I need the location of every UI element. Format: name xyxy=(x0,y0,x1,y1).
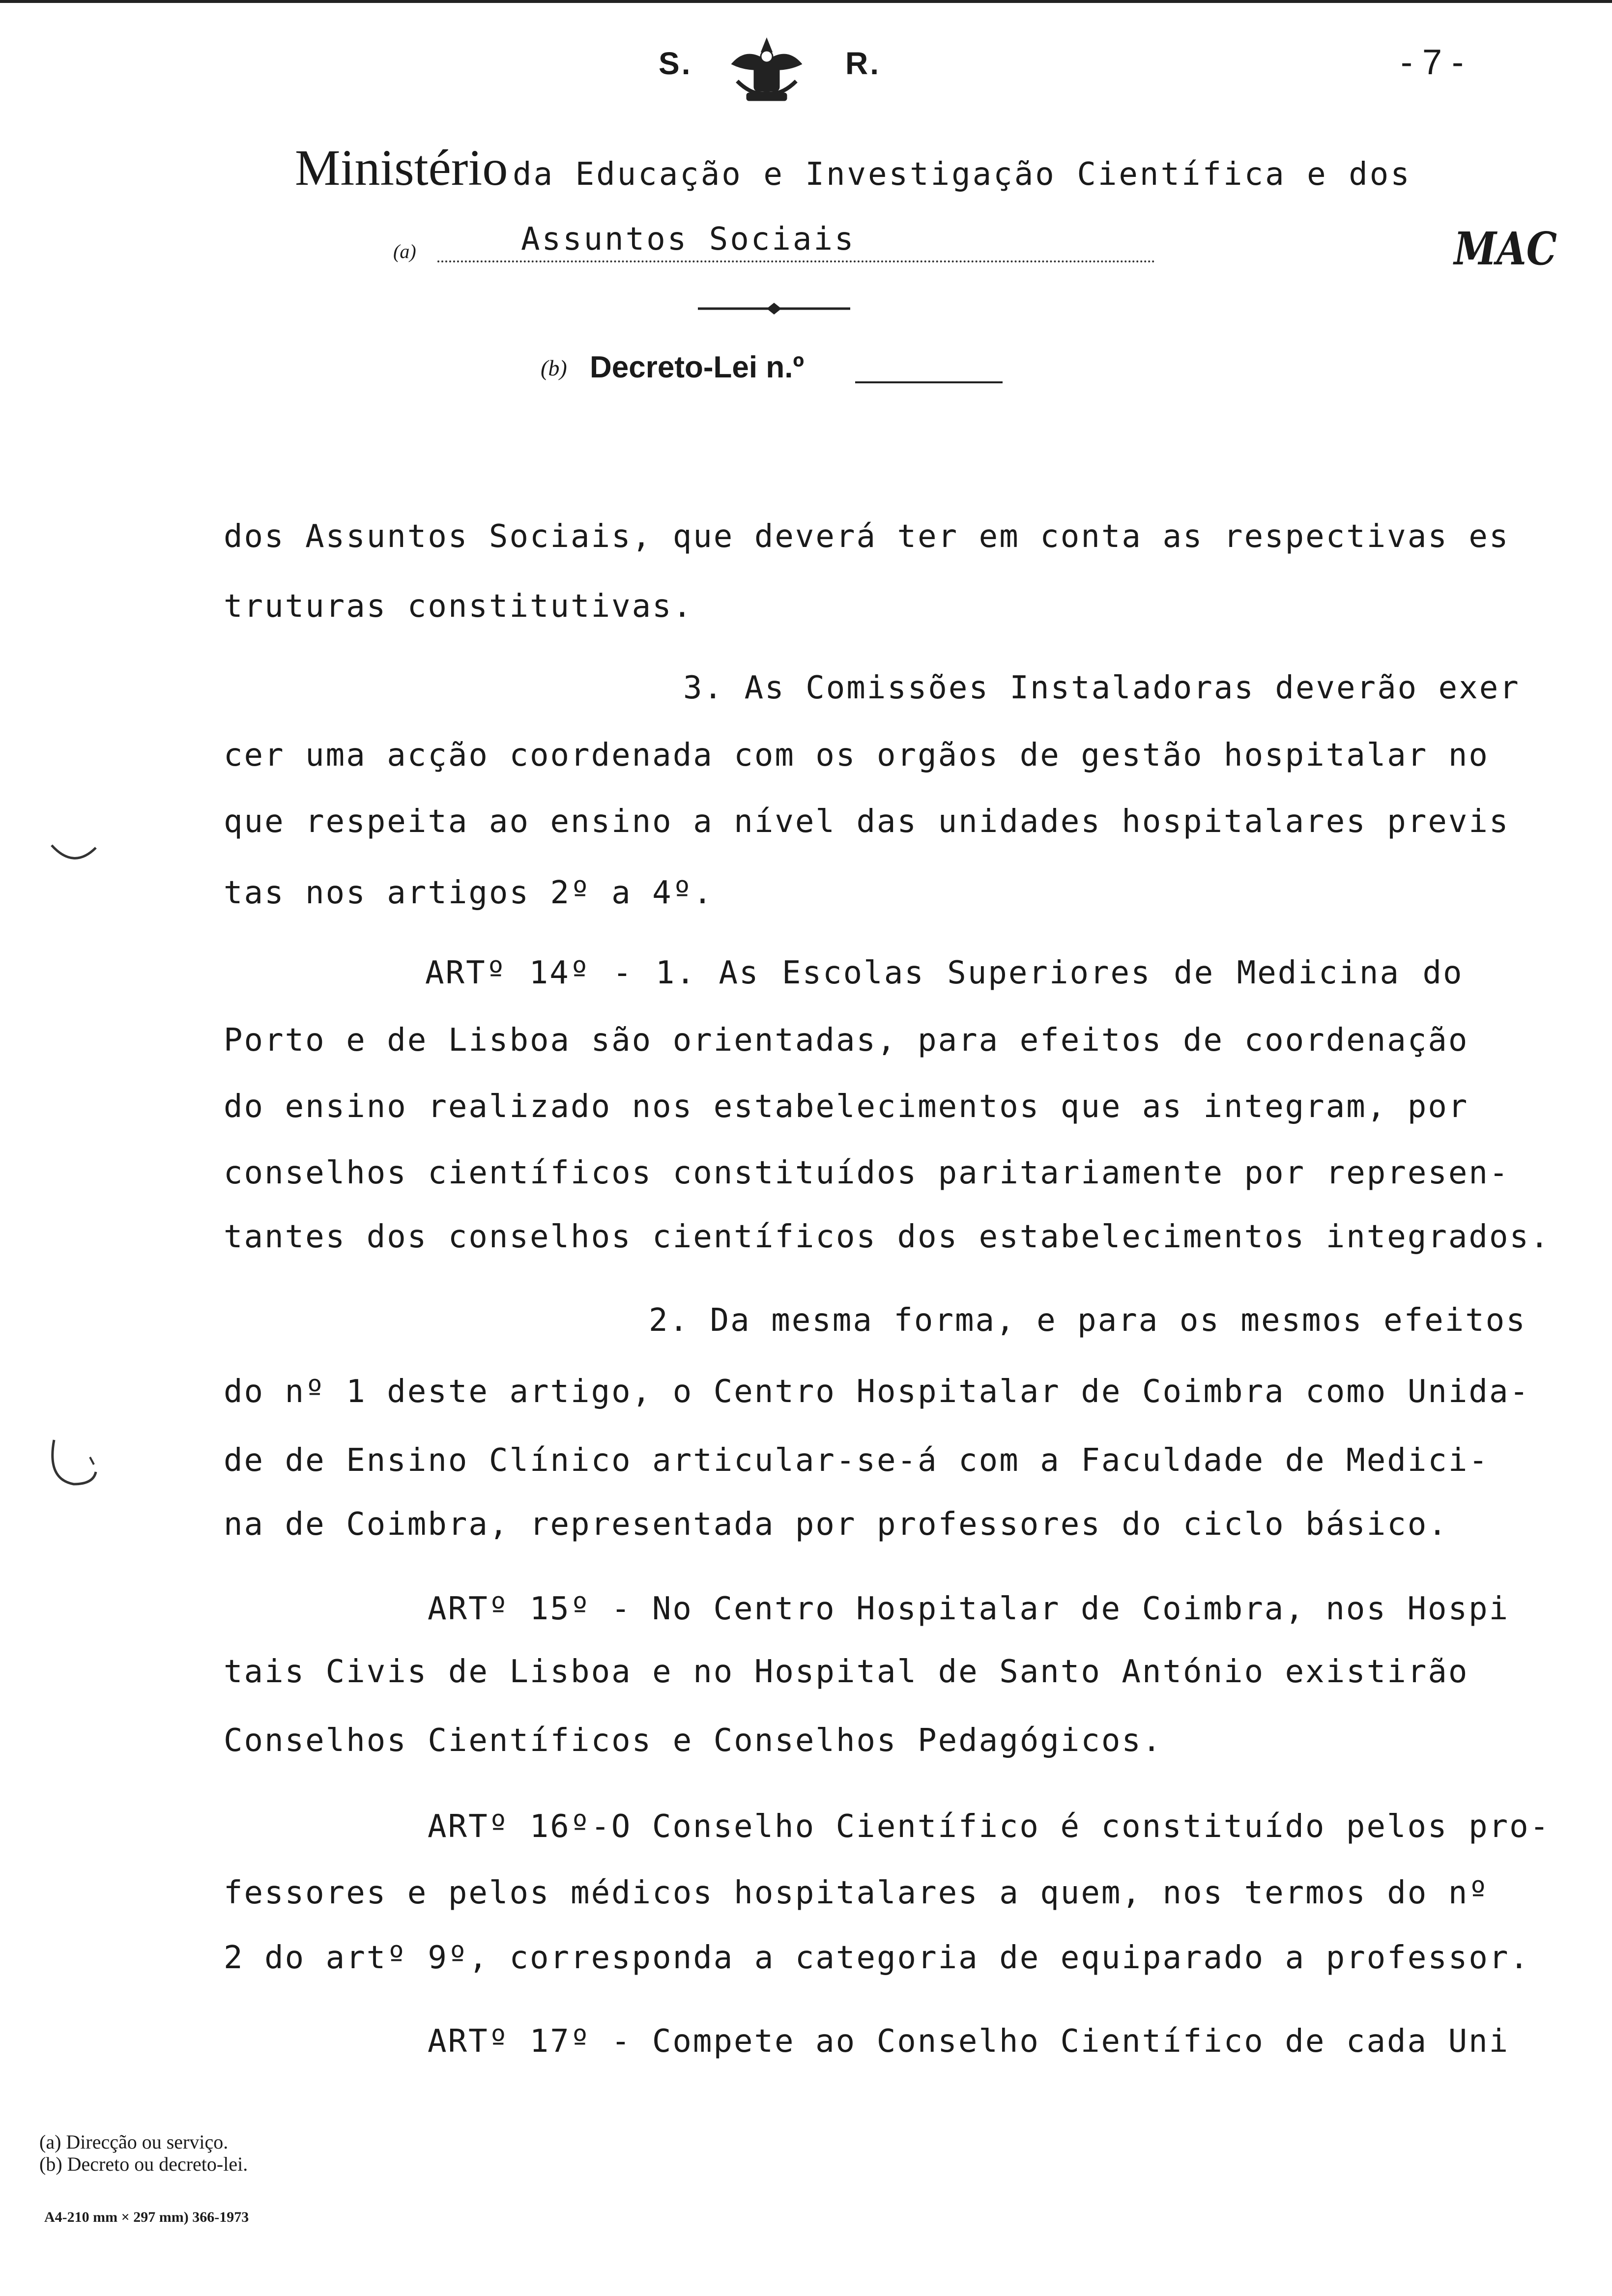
ministry-title xyxy=(295,139,1411,197)
page-number: - 7 - xyxy=(1401,43,1464,82)
decree-number-blank xyxy=(855,381,1003,383)
body-line: Conselhos Científicos e Conselhos Pedagógicos. xyxy=(224,1722,1163,1759)
ministry-rest: da Educação e Investigação Científica e dos xyxy=(512,156,1411,193)
margin-punch-mark xyxy=(47,835,101,870)
body-line: Porto e de Lisboa são orientadas, para efeitos de coordenação xyxy=(224,1022,1469,1059)
body-line: ARTº 16º-O Conselho Científico é constituído pelos pro- xyxy=(428,1808,1551,1845)
body-line: ARTº 17º - Compete ao Conselho Científico de cada Uni xyxy=(428,2023,1510,2060)
label-a: (a) xyxy=(393,240,416,262)
header-letter-s: S. xyxy=(659,46,692,81)
footnote-b: (b) Decreto ou decreto-lei. xyxy=(39,2153,248,2175)
body-line: de de Ensino Clínico articular-se-á com a Faculdade de Medici- xyxy=(224,1442,1489,1479)
coat-of-arms-icon xyxy=(722,34,811,108)
header-letter-r: R. xyxy=(845,46,881,81)
body-line: do nº 1 deste artigo, o Centro Hospitalar de Coimbra como Unida- xyxy=(224,1374,1530,1410)
body-line: tantes dos conselhos científicos dos estabelecimentos integrados. xyxy=(224,1219,1551,1255)
ministry-line-2-text: Assuntos Sociais xyxy=(521,221,856,258)
handwritten-initials: MAC xyxy=(1454,222,1557,275)
body-line: cer uma acção coordenada com os orgãos de gestão hospitalar no xyxy=(224,737,1489,774)
ministry-line-2 xyxy=(437,221,1155,262)
top-border xyxy=(0,0,1612,3)
body-line: que respeita ao ensino a nível das unidades hospitalares previs xyxy=(224,804,1510,840)
body-line: conselhos científicos constituídos paritariamente por represen- xyxy=(224,1155,1510,1191)
body-line: dos Assuntos Sociais, que deverá ter em conta as respectivas es xyxy=(224,518,1510,555)
decree-label: Decreto-Lei n.º xyxy=(590,350,805,384)
footnote-a: (a) Direcção ou serviço. xyxy=(39,2131,229,2153)
body-line: 2. Da mesma forma, e para os mesmos efeitos xyxy=(649,1302,1526,1339)
body-line: tas nos artigos 2º a 4º. xyxy=(224,875,714,911)
body-line: do ensino realizado nos estabelecimentos que as integram, por xyxy=(224,1089,1469,1125)
body-line: 3. As Comissões Instaladoras deverão exer xyxy=(683,670,1520,706)
body-line: na de Coimbra, representada por professores do ciclo básico. xyxy=(224,1506,1448,1543)
body-line: ARTº 15º - No Centro Hospitalar de Coimbra, nos Hospi xyxy=(428,1591,1510,1627)
margin-punch-mark xyxy=(47,1435,101,1494)
body-line: tais Civis de Lisboa e no Hospital de Santo António existirão xyxy=(224,1654,1469,1690)
ministry-prefix: Ministério xyxy=(295,140,508,196)
body-line: fessores e pelos médicos hospitalares a quem, nos termos do nº xyxy=(224,1875,1489,1911)
label-b: (b) xyxy=(541,355,567,380)
body-line: truturas constitutivas. xyxy=(224,588,693,625)
print-code: A4-210 mm × 297 mm) 366-1973 xyxy=(44,2209,249,2225)
divider-ornament xyxy=(698,300,850,317)
body-line: ARTº 14º - 1. As Escolas Superiores de Medicina do xyxy=(425,955,1464,991)
body-line: 2 do artº 9º, corresponda a categoria de equiparado a professor. xyxy=(224,1940,1530,1976)
